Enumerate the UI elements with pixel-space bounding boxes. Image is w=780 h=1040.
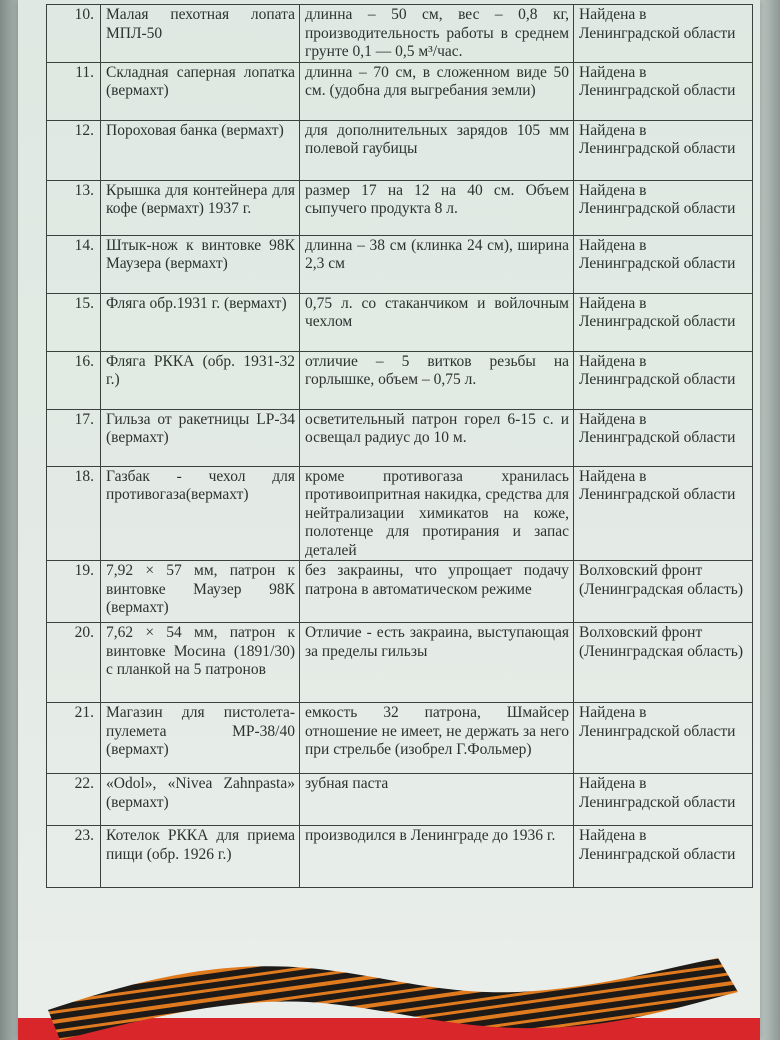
exhibit-table-body: [47, 5, 753, 888]
item-description: для дополнительных зарядов 105 мм полевой гаубицы: [300, 120, 574, 180]
find-location: Найдена в Ленинградской области: [574, 703, 753, 774]
item-name: Магазин для пистолета-пулемета МР-38/40 (вермахт): [101, 703, 300, 774]
item-name: Крышка для контейнера для кофе (вермахт) 1937 г.: [101, 180, 300, 235]
item-description: Отличие - есть закраина, выступающая за пределы гильзы: [300, 623, 574, 703]
item-name: Складная саперная лопатка (вермахт): [101, 62, 300, 120]
row-number: 21.: [47, 703, 101, 774]
item-name: Малая пехотная лопата МПЛ-50: [101, 5, 300, 63]
row-number: 16.: [47, 351, 101, 409]
row-number: 23.: [47, 826, 101, 888]
table-row: [47, 409, 753, 466]
find-location: Найдена в Ленинградской области: [574, 774, 753, 826]
table-row: [47, 774, 753, 826]
table-row: [47, 561, 753, 623]
item-name: Гильза от ракетницы LP-34 (вермахт): [101, 409, 300, 466]
item-description: емкость 32 патрона, Шмайсер отношение не имеет, не держать за него при стрельбе (изобрел Г.Фольмер): [300, 703, 574, 774]
row-number: 20.: [47, 623, 101, 703]
document-sheet: [18, 0, 760, 1040]
row-number: 17.: [47, 409, 101, 466]
item-description: размер 17 на 12 на 40 см. Объем сыпучего продукта 8 л.: [300, 180, 574, 235]
find-location: Найдена в Ленинградской области: [574, 293, 753, 351]
item-description: кроме противогаза хранилась противоипритная накидка, средства для нейтрализации химикатов на коже, полотенце для протирания и запас деталей: [300, 466, 574, 561]
table-row: [47, 5, 753, 63]
find-location: Найдена в Ленинградской области: [574, 120, 753, 180]
row-number: 22.: [47, 774, 101, 826]
find-location: Волховский фронт (Ленинградская область): [574, 561, 753, 623]
find-location: Найдена в Ленинградской области: [574, 5, 753, 63]
table-row: [47, 180, 753, 235]
item-name: «Odol», «Nivea Zahnpasta» (вермахт): [101, 774, 300, 826]
find-location: Найдена в Ленинградской области: [574, 351, 753, 409]
table-row: [47, 351, 753, 409]
item-description: длинна – 50 см, вес – 0,8 кг, производительность работы в среднем грунте 0,1 — 0,5 м³/час.: [300, 5, 574, 63]
row-number: 15.: [47, 293, 101, 351]
item-description: длинна – 70 см, в сложенном виде 50 см. (удобна для выгребания земли): [300, 62, 574, 120]
exhibit-table: [46, 4, 753, 888]
find-location: Найдена в Ленинградской области: [574, 62, 753, 120]
item-name: Фляга обр.1931 г. (вермахт): [101, 293, 300, 351]
item-description: отличие – 5 витков резьбы на горлышке, объем – 0,75 л.: [300, 351, 574, 409]
table-row: [47, 703, 753, 774]
photo-left-edge: [0, 0, 18, 1040]
item-name: Пороховая банка (вермахт): [101, 120, 300, 180]
item-name: 7,62 × 54 мм, патрон к винтовке Мосина (1891/30) с планкой на 5 патронов: [101, 623, 300, 703]
find-location: Найдена в Ленинградской области: [574, 235, 753, 293]
row-number: 14.: [47, 235, 101, 293]
photo-right-edge: [760, 0, 780, 1040]
find-location: Найдена в Ленинградской области: [574, 466, 753, 561]
find-location: Волховский фронт (Ленинградская область): [574, 623, 753, 703]
item-description: 0,75 л. со стаканчиком и войлочным чехлом: [300, 293, 574, 351]
table-row: [47, 466, 753, 561]
st-george-ribbon: [18, 940, 760, 1040]
item-name: 7,92 × 57 мм, патрон к винтовке Маузер 98К (вермахт): [101, 561, 300, 623]
item-name: Газбак - чехол для противогаза(вермахт): [101, 466, 300, 561]
item-description: длинна – 38 см (клинка 24 см), ширина 2,3 см: [300, 235, 574, 293]
table-row: [47, 120, 753, 180]
row-number: 19.: [47, 561, 101, 623]
item-description: производился в Ленинграде до 1936 г.: [300, 826, 574, 888]
table-row: [47, 62, 753, 120]
row-number: 13.: [47, 180, 101, 235]
row-number: 10.: [47, 5, 101, 63]
item-name: Фляга РККА (обр. 1931-32 г.): [101, 351, 300, 409]
find-location: Найдена в Ленинградской области: [574, 180, 753, 235]
table-row: [47, 235, 753, 293]
table-row: [47, 293, 753, 351]
item-description: без закраины, что упрощает подачу патрона в автоматическом режиме: [300, 561, 574, 623]
table-row: [47, 826, 753, 888]
row-number: 18.: [47, 466, 101, 561]
table-row: [47, 623, 753, 703]
row-number: 11.: [47, 62, 101, 120]
find-location: Найдена в Ленинградской области: [574, 826, 753, 888]
footer-decoration: [18, 940, 760, 1040]
row-number: 12.: [47, 120, 101, 180]
item-description: зубная паста: [300, 774, 574, 826]
find-location: Найдена в Ленинградской области: [574, 409, 753, 466]
item-description: осветительный патрон горел 6-15 с. и освещал радиус до 10 м.: [300, 409, 574, 466]
item-name: Штык-нож к винтовке 98К Маузера (вермахт): [101, 235, 300, 293]
item-name: Котелок РККА для приема пищи (обр. 1926 г.): [101, 826, 300, 888]
